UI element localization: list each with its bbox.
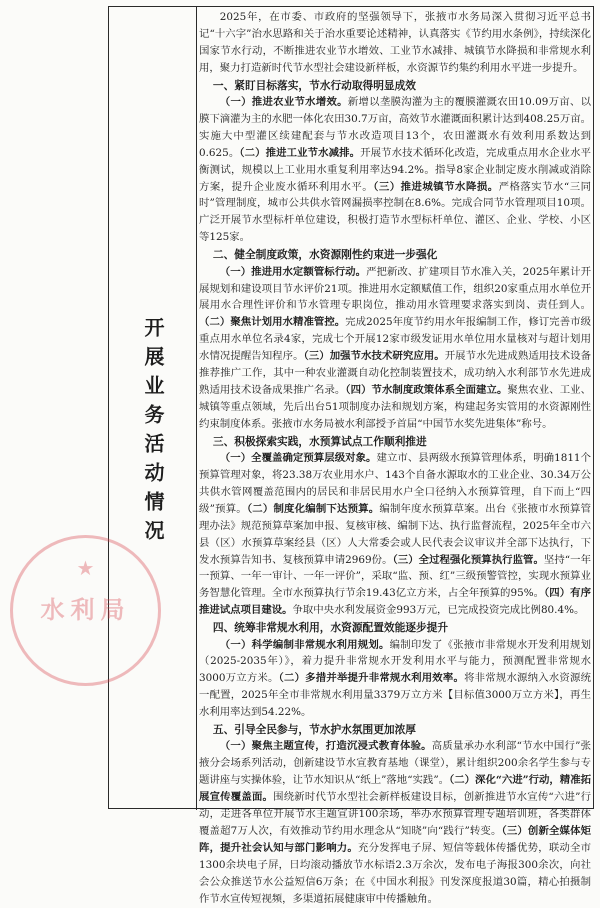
item-text: 严把新改、扩建项目节水准入关，2025年累计开展规划和建设项目节水评价21项。推进用水定额赋值工作，组织20家重点用水单位开展用水合理性评价和节水管理专职岗位，推动用水管理要求落实到岗、责任到人。 <box>199 265 591 312</box>
item-lead: （四）节水制度政策体系全面建立。 <box>345 383 508 396</box>
section-heading: 三、积极探索实践，水预算试点工作顺利推进 <box>212 434 427 448</box>
intro-paragraph: 2025年，在市委、市政府的坚强领导下，张掖市水务局深入贯彻习近平总书记“十六字”治水思路和关于治水重要论述精神，认真落实《节约用水条例》，持续深化国家节水行动，不断推进农业节水增效、工业节水减排、城镇节水降损和非常规水利用，聚力打造新时代节水型社会建设新样板，水资源节约集约利用水平进一步提升。 <box>199 11 591 74</box>
item-text: 围绕新时代节水型社会新样板建设目标，创新推进节水宣传“六进”行动，走进各单位开展节水主题宣讲100余场，举办水预算管理专题培训班，各类群体覆盖超7万人次，有效推动节约用水理念从“知晓”向“践行”转变。 <box>199 791 592 837</box>
item-lead: （三）加强节水技术研究应用。 <box>303 350 445 363</box>
item-lead: （一）科学编制非常规水利用规划。 <box>219 638 390 651</box>
official-seal <box>10 535 161 686</box>
item-text: 将非常规水源纳入水资源统一配置，2025年全市非常规水利用量3379万立方米【目标值3000万立方米】，再生水利用率达到54.22%。 <box>199 672 591 719</box>
item-lead: （四）有序推进试点项目建设。 <box>199 587 591 617</box>
document-frame <box>108 6 594 905</box>
item-lead: （一）推进农业节水增效。 <box>219 96 348 109</box>
item-text: 新增以垄膜沟灌为主的覆膜灌溉农田10.09万亩、以膜下滴灌为主的水肥一体化农田30.7万亩，高效节水灌溉面积累计达到408.25万亩。实施大中型灌区续建配套与节水改造项目13个，农田灌溉水有效利用系数达到0.625。 <box>199 96 591 159</box>
section-heading: 一、紧盯目标落实，节水行动取得明显成效 <box>212 78 416 92</box>
item-text: 争取中央水利发展资金993万元，已完成投资完成比例80.4%。 <box>292 604 585 617</box>
item-lead: （一）聚焦主题宣传，打造沉浸式教育体验。 <box>219 740 432 753</box>
item-lead: （一）全覆盖确定预算层级对象。 <box>219 452 377 465</box>
seal-text: 水利局 <box>40 595 131 624</box>
section-paragraph <box>199 637 591 722</box>
item-lead: （三）创新全媒体矩阵，提升社会认知与部门影响力。 <box>199 825 591 854</box>
item-text: 坚持“一年一预算、一年一审计、一年一评价”，采取“监、预、红”三级预警管控，实现水预算业务智慧化管理。全市水预算执行节余19.43亿立方米，占全年预算的95%。 <box>199 553 591 600</box>
item-text: 高质量承办水利部“节水中国行”张掖分会场系列活动，创新建设节水宣教育基地（课堂），累计组织200余名学生参与专题讲座与实操体验，让节水知识从“纸上”落地“实践”。 <box>199 740 591 787</box>
item-text: 完成2025年度节约用水年报编制工作，修订完善市级重点用水单位名录4家，完成七个开展12家市级发证用水单位用水量核对与超计划用水情况提醒告知程序。 <box>199 316 591 363</box>
item-lead: （二）制度化编制下达预算。 <box>246 502 380 515</box>
item-lead: （二）聚焦计划用水精准管控。 <box>199 316 346 329</box>
item-text: 开展节水技术循环化改造，完成重点用水企业水平衡测试，规模以上工业用水重复利用率达94.2%。指导8家企业制定废水削减或消除方案，提升企业废水循环利用水平。 <box>199 146 591 193</box>
item-text: 编制印发了《张掖市非常规水开发利用规划（2025-2035年）》，着力提升非常规水开发利用水平与能力，预测配置非常规水3000万立方米。 <box>199 638 592 685</box>
item-lead: （三）推进城镇节水降损。 <box>373 180 499 193</box>
item-text: 建立市、县两级水预算管理体系，明确1811个预算管理对象，将23.38万农业用水户、143个自备水源取水的工业企业、30.34万公共供水管网覆盖范围内的居民和非居民用水户全口径纳入水预算管理，自下而上“四级”预算。 <box>199 452 591 515</box>
label-column <box>109 7 197 810</box>
section-paragraph <box>199 738 591 907</box>
item-lead: （三）全过程强化预算执行监管。 <box>392 553 544 566</box>
side-title: 开展业务活动情况 <box>141 317 165 549</box>
item-text: 开展节水先进成熟适用技术设备推荐推广工作，其中一种农业灌溉自动化控制装置技术，成功纳入水利部节水先进成熟适用技术设备成果推广名录。 <box>199 350 591 396</box>
section-paragraph <box>199 264 591 433</box>
item-text: 编制年度水预算草案。出台《张掖市水预算管理办法》规范预算草案加申报、复核审核、编制下达、执行监督流程，2025年全市六县（区）水预算草案经县（区）人大常委会或人民代表会议审议并全部下达执行，下发水预算告知书、复核预算申请2969份。 <box>199 502 591 566</box>
report-body <box>199 9 591 908</box>
item-lead: （二）多措并举提升非常规水利用效率。 <box>278 672 465 685</box>
section-paragraph <box>199 94 591 246</box>
item-lead: （二）推进工业节水减排。 <box>239 146 361 159</box>
section-heading: 五、引导全民参与，节水护水氛围更加浓厚 <box>212 723 416 737</box>
item-lead: （二）深化“六进”行动，精准拓展宣传覆盖面。 <box>199 774 591 804</box>
item-text: 聚焦农业、工业、城镇等重点领域，先后出台51项制度办法和规划方案，构建起务实管用的水资源刚性约束制度体系。张掖市水务局被水利部授予首届“中国节水奖先进集体”称号。 <box>199 383 591 430</box>
seal-star-icon: ★ <box>76 556 95 580</box>
section-paragraph <box>199 450 591 619</box>
item-text: 严格落实节水“三同时”管理制度，城市公共供水管网漏损率控制在8.6%。完成合同节水管理项目10项。广泛开展节水型标杆单位建设，积极打造节水型标杆单位、灌区、企业、学校、小区等125家。 <box>199 180 592 244</box>
section-heading: 二、健全制度政策，水资源刚性约束进一步强化 <box>212 248 438 262</box>
item-text: 充分发挥电子屏、短信等载体传播优势，联动全市1300余块电子屏，日均滚动播放节水标语2.3万余次，发布电子海报300余次，向社会公众推送节水公益短信6万条；在《中国水利报》刊发深度报道30篇，精心拍摄制作节水宣传短视频，多渠道拓展健康审中传播触角。 <box>199 841 592 905</box>
item-lead: （一）推进用水定额管标行动。 <box>219 265 367 278</box>
section-heading: 四、统筹非常规水利用，水资源配置效能逐步提升 <box>212 621 449 635</box>
